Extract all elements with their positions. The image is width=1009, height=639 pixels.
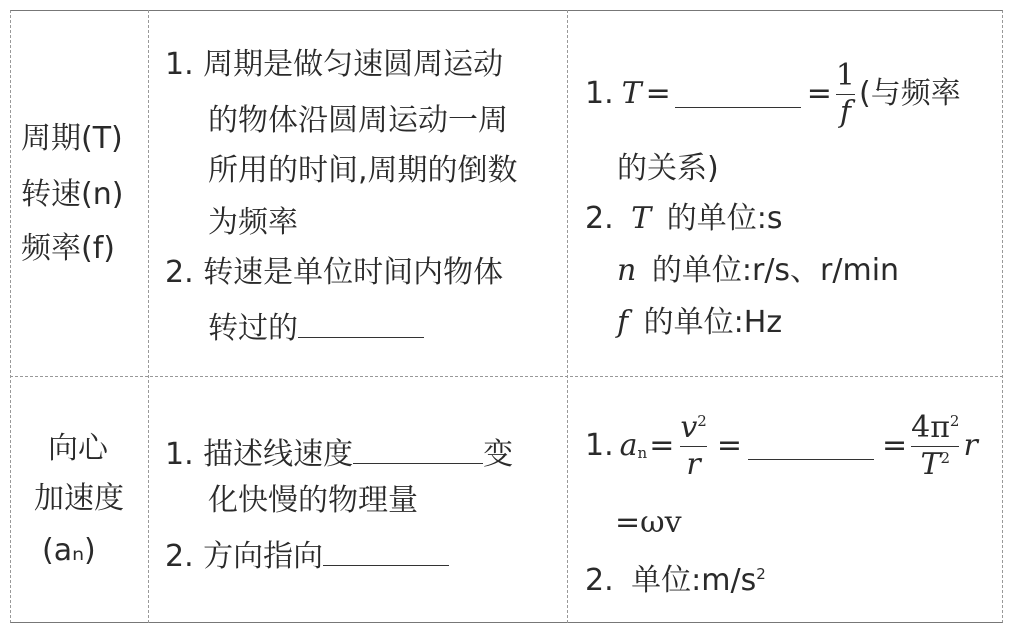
- term-centripetal: 向心: [48, 431, 108, 466]
- symbol-a: a: [619, 428, 638, 463]
- symbol-v: v: [680, 410, 698, 445]
- unit-T: [585, 201, 783, 236]
- def-line: 的物体沿圆周运动一周: [208, 103, 508, 138]
- unit-text: 单位:m/s: [631, 563, 757, 598]
- def-line-with-blank: [165, 436, 513, 470]
- equals-sign: =: [649, 428, 675, 463]
- term-frequency: 频率(f): [21, 231, 115, 266]
- equals-sign: =: [806, 76, 832, 111]
- symbol-n: n: [617, 253, 637, 288]
- fraction-denominator: r: [686, 446, 701, 482]
- fraction-one-over-f: [836, 60, 855, 128]
- def-line-with-blank: [165, 538, 449, 572]
- unit-text: 的单位:Hz: [643, 305, 783, 340]
- def-line: 变: [483, 437, 514, 472]
- def-line: 转过的: [208, 311, 298, 346]
- formula-an: [585, 412, 978, 480]
- fraction-denominator: [920, 446, 951, 482]
- symbol-f: f: [617, 305, 629, 340]
- fraction-numerator: [911, 412, 959, 444]
- fraction-numerator: 1: [835, 58, 856, 93]
- symbol-r: r: [963, 428, 978, 463]
- superscript: 2: [756, 565, 766, 583]
- def-line: 1. 描述线速度: [165, 437, 354, 472]
- def-line: 2. 转速是单位时间内物体: [165, 255, 504, 290]
- item-number: 1.: [585, 428, 614, 463]
- superscript: 2: [949, 412, 960, 430]
- unit-text: 的单位:s: [666, 201, 783, 236]
- term-acceleration: 加速度: [34, 481, 124, 516]
- fill-in-blank[interactable]: [675, 81, 801, 108]
- formula-note-cont: 的关系): [617, 151, 719, 186]
- equals-sign: =: [716, 428, 742, 463]
- unit-text: 的单位:r/s、r/min: [651, 253, 900, 288]
- def-line: 为频率: [208, 205, 298, 240]
- fraction-denominator: f: [839, 94, 852, 130]
- def-line-with-blank: [208, 310, 424, 344]
- item-number: 2.: [585, 563, 614, 598]
- fraction-numerator: [680, 412, 707, 444]
- symbol-4pi: 4π: [911, 410, 950, 445]
- term-speed: 转速(n): [21, 177, 124, 212]
- def-line: 化快慢的物理量: [208, 483, 418, 518]
- unit-n: [617, 253, 900, 288]
- def-line: 所用的时间,周期的倒数: [208, 153, 518, 188]
- fill-in-blank[interactable]: [323, 538, 449, 566]
- unit-an: [585, 563, 766, 598]
- fill-in-blank[interactable]: [353, 436, 483, 464]
- formula-period: [585, 60, 961, 128]
- equals-sign: =: [645, 76, 671, 111]
- item-number: 2.: [585, 201, 614, 236]
- row-divider: [10, 376, 1003, 377]
- item-number: 1.: [585, 76, 614, 111]
- formula-note: (与频率: [859, 76, 961, 111]
- formula-omega-v: =ωv: [615, 505, 682, 540]
- fraction-4pi2-over-T2: [911, 412, 959, 480]
- fraction-v2-over-r: [680, 412, 707, 480]
- superscript: 2: [697, 412, 707, 430]
- symbol-T: T: [920, 446, 941, 482]
- column-divider-2: [567, 10, 568, 623]
- def-line: 2. 方向指向: [165, 539, 324, 574]
- equals-sign: =: [881, 428, 908, 463]
- term-symbol-an: (aₙ): [42, 533, 96, 568]
- superscript: 2: [940, 448, 951, 467]
- term-period: 周期(T): [21, 121, 123, 156]
- symbol-T: T: [621, 76, 642, 111]
- unit-f: [617, 305, 783, 340]
- symbol-T: T: [631, 201, 652, 236]
- subscript-n: n: [637, 443, 648, 462]
- def-line: 1. 周期是做匀速圆周运动: [165, 47, 504, 82]
- fill-in-blank[interactable]: [298, 310, 424, 338]
- fill-in-blank[interactable]: [748, 433, 874, 460]
- column-divider-1: [148, 10, 149, 623]
